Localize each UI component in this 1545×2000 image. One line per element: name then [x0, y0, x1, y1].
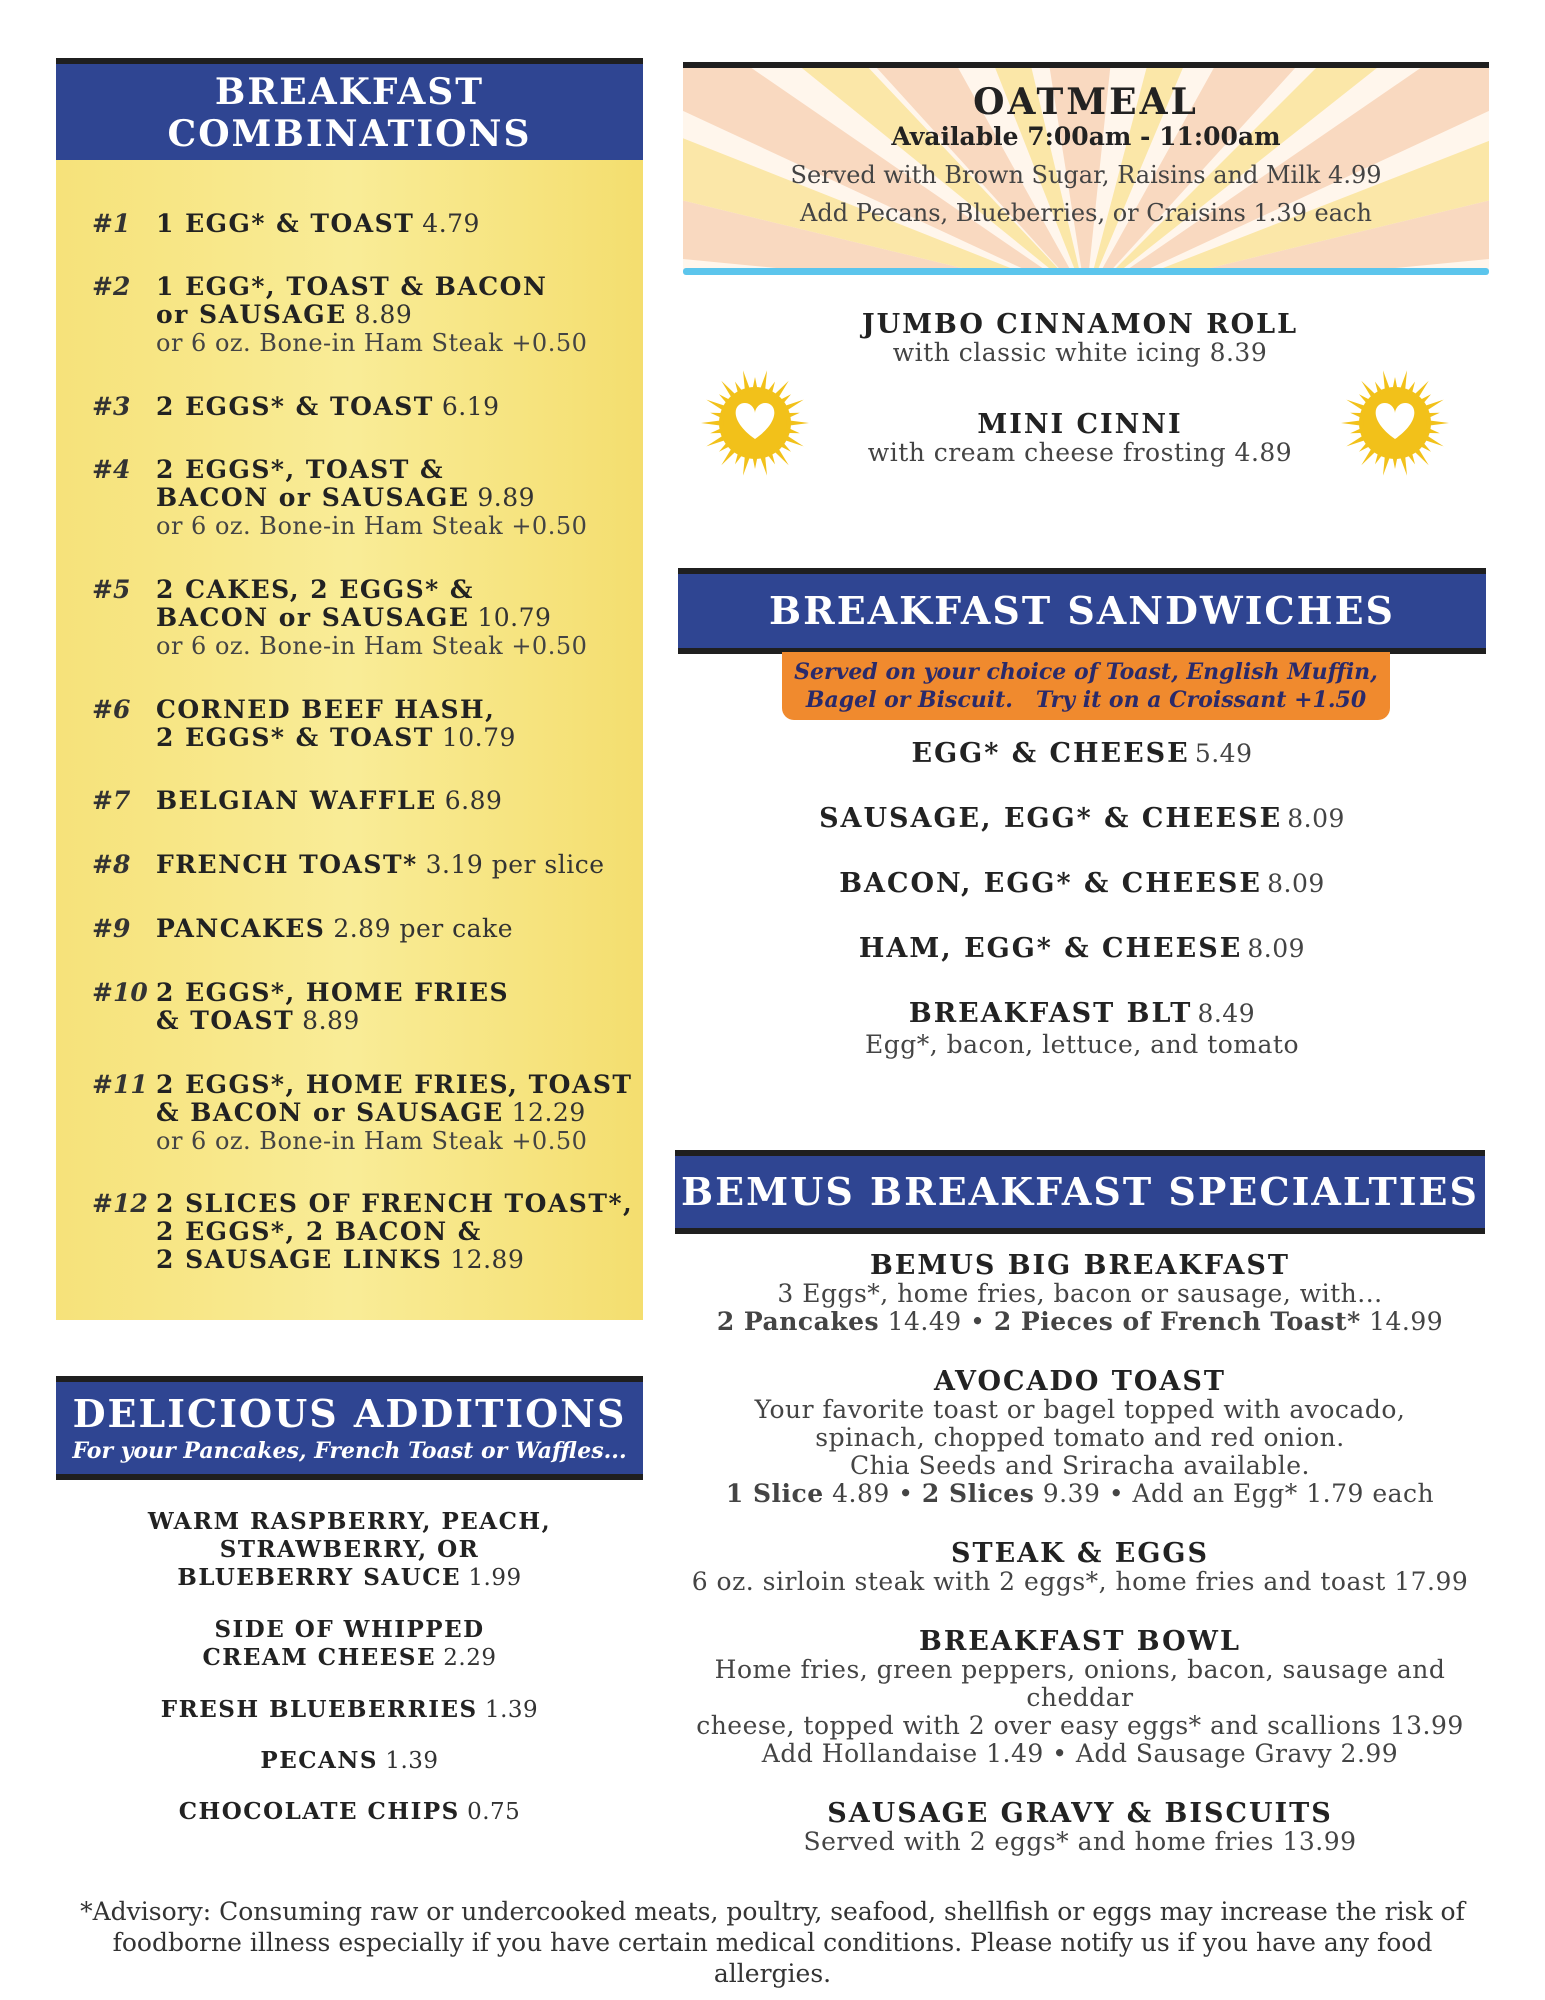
oatmeal-line2: Add Pecans, Blueberries, or Craisins 1.39 each: [800, 199, 1372, 227]
sandwiches-title: BREAKFAST SANDWICHES: [769, 588, 1395, 633]
additions-list: [56, 1508, 643, 1826]
sandwich-item: BACON, EGG* & CHEESE 8.09: [839, 868, 1325, 899]
sandwich-item: EGG* & CHEESE 5.49: [911, 738, 1253, 769]
heart-sun-icon: [1340, 368, 1450, 478]
addition-item: CHOCOLATE CHIPS 0.75: [178, 1798, 521, 1825]
allergy-advisory: *Advisory: Consuming raw or undercooked meats, poultry, seafood, shellfish or eggs may increase the risk of foodborne illness especially if you have certain medical conditions. Please notify us if you have any food allergies.: [80, 1897, 1465, 1988]
oatmeal-box: [683, 62, 1489, 274]
combinations-panel: #1 1 EGG* & TOAST 4.79 #2 1 EGG*, TOAST & BACON or SAUSAGE 8.89 or 6 oz. Bone-in Ham Steak +0.50 #3 2 EGGS* & TOAST 6.19 #4 2 EGGS*, TOAST & BACON or SAUSAGE 9.89 or 6 oz. Bone-in Ham Steak +0.50 #5 2 CAKES, 2 EGGS* & BACON or SAUSAGE 10.79 or 6 oz. Bone-in Ham Steak +0.50 #6 CORNED BEEF HASH, 2 EGGS* & TOAST 10.79 #7 BELGIAN WAFFLE 6.89 #8 FRENCH TOAST* 3.19 per slice #9 PANCAKES 2.89 per cake #10 2 EGGS*, HOME FRIES & TOAST 8.89 #11 2 EGGS*, HOME FRIES, TOAST & BACON or SAUSAGE 12.29 or 6 oz. Bone-in Ham Steak +0.50 #12 2 SLICES OF FRENCH TOAST*, 2 EGGS*, 2 BACON & 2 SAUSAGE LINKS 12.89: [56, 160, 643, 1320]
oatmeal-title: OATMEAL: [973, 81, 1199, 123]
mini-cinni: MINI CINNI with cream cheese frosting 4.89: [867, 409, 1293, 467]
additions-banner: [56, 1376, 643, 1480]
specialty-avocado-toast: AVOCADO TOAST Your favorite toast or bagel topped with avocado, spinach, chopped tomato and red onion. Chia Seeds and Sriracha available. 1 Slice 4.89 • 2 Slices 9.39 • Add an Egg* 1.79 each: [725, 1366, 1435, 1508]
sandwich-item: BREAKFAST BLT 8.49 Egg*, bacon, lettuce, and tomato: [864, 998, 1300, 1059]
addition-item: PECANS 1.39: [260, 1747, 439, 1774]
addition-item: WARM RASPBERRY, PEACH, STRAWBERRY, OR BLUEBERRY SAUCE 1.99: [147, 1508, 552, 1591]
combinations-title-2: COMBINATIONS: [167, 113, 532, 155]
specialty-big-breakfast: BEMUS BIG BREAKFAST 3 Eggs*, home fries, bacon or sausage, with... 2 Pancakes 14.49 • 2 Pieces of French Toast* 14.99: [716, 1250, 1444, 1336]
heart-sun-icon: [700, 368, 810, 478]
sandwiches-banner: [678, 568, 1486, 654]
specialty-breakfast-bowl: BREAKFAST BOWL Home fries, green peppers, onions, bacon, sausage and cheddar cheese, topped with 2 over easy eggs* and scallions 13.99 Add Hollandaise 1.49 • Add Sausage Gravy 2.99: [696, 1626, 1464, 1768]
oatmeal-divider: [683, 268, 1489, 275]
combinations-title-1: BREAKFAST: [214, 71, 485, 113]
oatmeal-line1: Served with Brown Sugar, Raisins and Milk 4.99: [790, 161, 1382, 189]
sandwich-item: HAM, EGG* & CHEESE 8.09: [858, 933, 1306, 964]
sandwich-item: SAUSAGE, EGG* & CHEESE 8.09: [819, 803, 1345, 834]
oatmeal-hours: Available 7:00am - 11:00am: [891, 122, 1281, 151]
addition-item: SIDE OF WHIPPED CREAM CHEESE 2.29: [202, 1616, 497, 1671]
additions-title: DELICIOUS ADDITIONS: [72, 1391, 627, 1436]
addition-item: FRESH BLUEBERRIES 1.39: [160, 1696, 539, 1723]
cinnamon-roll: JUMBO CINNAMON ROLL with classic white icing 8.39: [861, 309, 1299, 367]
combinations-banner: [56, 58, 643, 166]
specialties-list: [675, 1252, 1485, 1856]
specialty-sausage-gravy: SAUSAGE GRAVY & BISCUITS Served with 2 eggs* and home fries 13.99: [803, 1798, 1357, 1856]
specialty-steak-eggs: STEAK & EGGS 6 oz. sirloin steak with 2 eggs*, home fries and toast 17.99: [691, 1538, 1469, 1596]
sandwiches-note: Served on your choice of Toast, English Muffin, Bagel or Biscuit. Try it on a Croissant +1.50: [782, 652, 1390, 720]
specialties-title: BEMUS BREAKFAST SPECIALTIES: [681, 1169, 1479, 1214]
specialties-banner: [675, 1150, 1485, 1234]
sandwich-list: [678, 740, 1486, 1062]
additions-subtitle: For your Pancakes, French Toast or Waffles...: [72, 1438, 627, 1464]
